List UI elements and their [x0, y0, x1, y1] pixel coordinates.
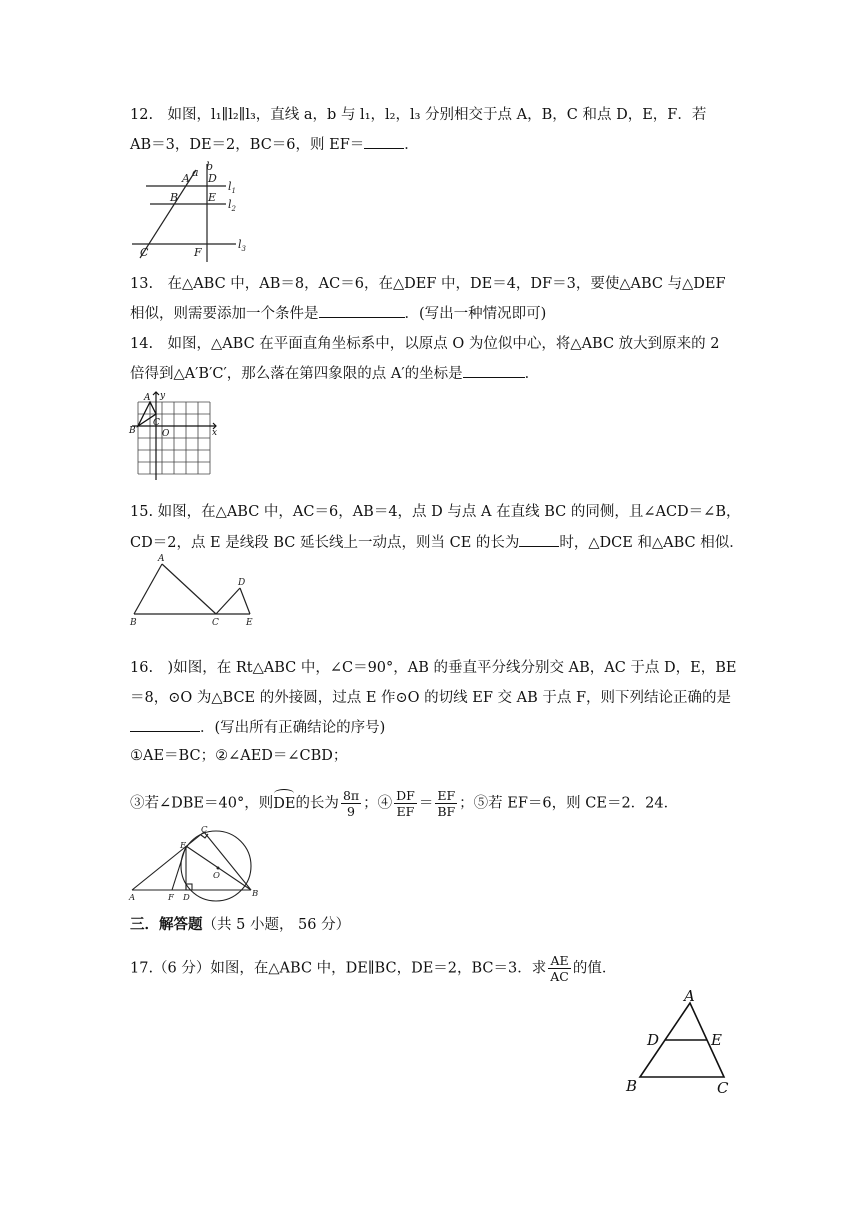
q16-side-BC	[204, 832, 251, 890]
section-3-heading	[130, 915, 740, 935]
q13-line-2	[130, 303, 740, 324]
q14-label-A: A	[144, 393, 151, 403]
q15-text-end: 时，△DCE 和△ABC 相似．	[559, 535, 744, 551]
section-3-info: （共 5 小题， 56 分）	[202, 917, 351, 933]
q16-label-B: B	[252, 889, 259, 899]
q15-label-B: B	[130, 618, 137, 628]
q15-line-2	[130, 532, 744, 553]
q17-label-A: A	[684, 987, 695, 1005]
q16-item3-text: ③若∠DBE＝40°，则	[130, 795, 274, 812]
q16-line-4: ①AE＝BC；②∠AED＝∠CBD；	[130, 748, 348, 764]
q16-line-2: ＝8，⊙O 为△BCE 的外接圆，过点 E 作⊙O 的切线 EF 交 AB 于点 F，则下列结论正确的是	[130, 690, 732, 706]
q12-figure	[128, 158, 250, 262]
q16-item5-text: ；⑤若 EF＝6，则 CE＝2．24．	[459, 795, 679, 812]
q12-text: AB＝3，DE＝2，BC＝6，则 EF＝	[130, 137, 365, 153]
q16-fraction-8pi-9: $\frac{8\pi}{9}$	[342, 788, 360, 819]
q12-label-E: E	[208, 191, 217, 204]
q12-label-B: B	[170, 191, 179, 204]
q14-answer-blank	[463, 363, 525, 378]
q17-label-D: D	[647, 1031, 660, 1049]
q16-arc-DE: DE	[273, 795, 296, 812]
q14-label-y: y	[160, 391, 166, 401]
q16-item4-text: ；④	[363, 795, 393, 812]
q13-text: 相似，则需要添加一个条件是	[130, 306, 319, 322]
q16-label-E: E	[180, 841, 187, 851]
q16-label-C: C	[201, 826, 208, 835]
q15-side-AC	[162, 564, 216, 614]
q16-line-5	[130, 788, 740, 819]
q16-item3-text-2: 的长为	[295, 795, 339, 812]
q14-label-O: O	[162, 429, 170, 439]
q17-text: 17.（6 分）如图，在△ABC 中，DE∥BC，DE＝2，BC＝3．求	[130, 960, 547, 977]
q15-figure	[128, 552, 262, 628]
q15-text: CD＝2，点 E 是线段 BC 延长线上一动点，则当 CE 的长为	[130, 535, 520, 551]
section-3-title: 三．解答题	[130, 916, 203, 933]
q13-text-end: ．(写出一种情况即可)	[404, 306, 547, 322]
q15-label-A: A	[158, 554, 165, 564]
q17-label-B: B	[626, 1077, 638, 1095]
q15-label-C: C	[212, 618, 219, 628]
q16-text-end: ．(写出所有正确结论的序号)	[200, 720, 386, 736]
q16-fraction-DF-EF: $\frac{DF}{EF}$	[396, 788, 415, 819]
q17-line	[130, 953, 740, 984]
q12-label-b: b	[206, 160, 214, 173]
q12-label-C: C	[140, 246, 149, 259]
q16-answer-blank	[130, 717, 200, 732]
q15-line-1: 15. 如图，在△ABC 中，AC＝6，AB＝4，点 D 与点 A 在直线 BC 的同侧，且∠ACD＝∠B，	[130, 504, 741, 520]
q12-answer-blank	[364, 134, 404, 149]
q15-label-E: E	[246, 618, 253, 628]
q15-side-CD	[216, 588, 240, 614]
q16-label-F: F	[168, 893, 174, 903]
q17-text-end: 的值．	[572, 960, 617, 977]
q14-line-2	[130, 363, 740, 384]
q14-label-x: x	[212, 428, 218, 438]
q12-label-F: F	[194, 246, 202, 259]
q14-line-1: 14. 如图，△ABC 在平面直角坐标系中，以原点 O 为位似中心，将△ABC 放大到原来的 2	[130, 336, 720, 352]
q16-label-A: A	[129, 893, 136, 903]
q12-label-l2: $l_2$	[228, 198, 236, 213]
q14-figure	[128, 388, 220, 484]
q16-equals: ＝	[418, 795, 434, 812]
q16-side-AC	[132, 832, 204, 890]
q15-label-D: D	[238, 578, 246, 588]
q12-label-A: A	[182, 172, 190, 185]
q17-label-C: C	[717, 1079, 729, 1097]
q16-figure	[128, 826, 260, 904]
q14-text-end: ．	[524, 366, 540, 382]
q15-side-DE	[240, 588, 250, 614]
q16-line-1: 16. )如图，在 Rt△ABC 中，∠C＝90°，AB 的垂直平分线分别交 AB，AC 于点 D，E，BE	[130, 660, 737, 676]
q12-label-l3: $l_3$	[238, 238, 246, 253]
q14-label-B: B	[129, 426, 136, 436]
q14-text: 倍得到△A′B′C′，那么落在第四象限的点 A′的坐标是	[130, 366, 463, 382]
q12-label-a: a	[192, 166, 199, 179]
q12-text-end: ．	[404, 137, 419, 153]
q13-answer-blank	[319, 303, 405, 318]
q16-label-O: O	[213, 871, 220, 881]
q16-fraction-EF-BF: $\frac{EF}{BF}$	[437, 788, 456, 819]
q16-label-D: D	[183, 893, 190, 903]
q15-answer-blank	[519, 532, 559, 547]
q12-label-l1: $l_1$	[228, 180, 236, 195]
q17-fraction-AE-AC: $\frac{AE}{AC}$	[550, 953, 569, 984]
q12-line-1: 12. 如图，l₁∥l₂∥l₃，直线 a，b 与 l₁，l₂，l₃ 分别相交于点 A，B，C 和点 D，E，F．若	[130, 107, 707, 123]
q15-side-AB	[134, 564, 162, 614]
q12-label-D: D	[208, 172, 217, 185]
q12-line-2	[130, 134, 740, 155]
q17-figure	[620, 985, 740, 1097]
q14-label-C: C	[153, 418, 160, 428]
q17-label-E: E	[711, 1031, 722, 1049]
q13-line-1: 13. 在△ABC 中，AB＝8，AC＝6，在△DEF 中，DE＝4，DF＝3，要使△ABC 与△DEF	[130, 276, 726, 292]
q16-line-3	[130, 717, 740, 738]
